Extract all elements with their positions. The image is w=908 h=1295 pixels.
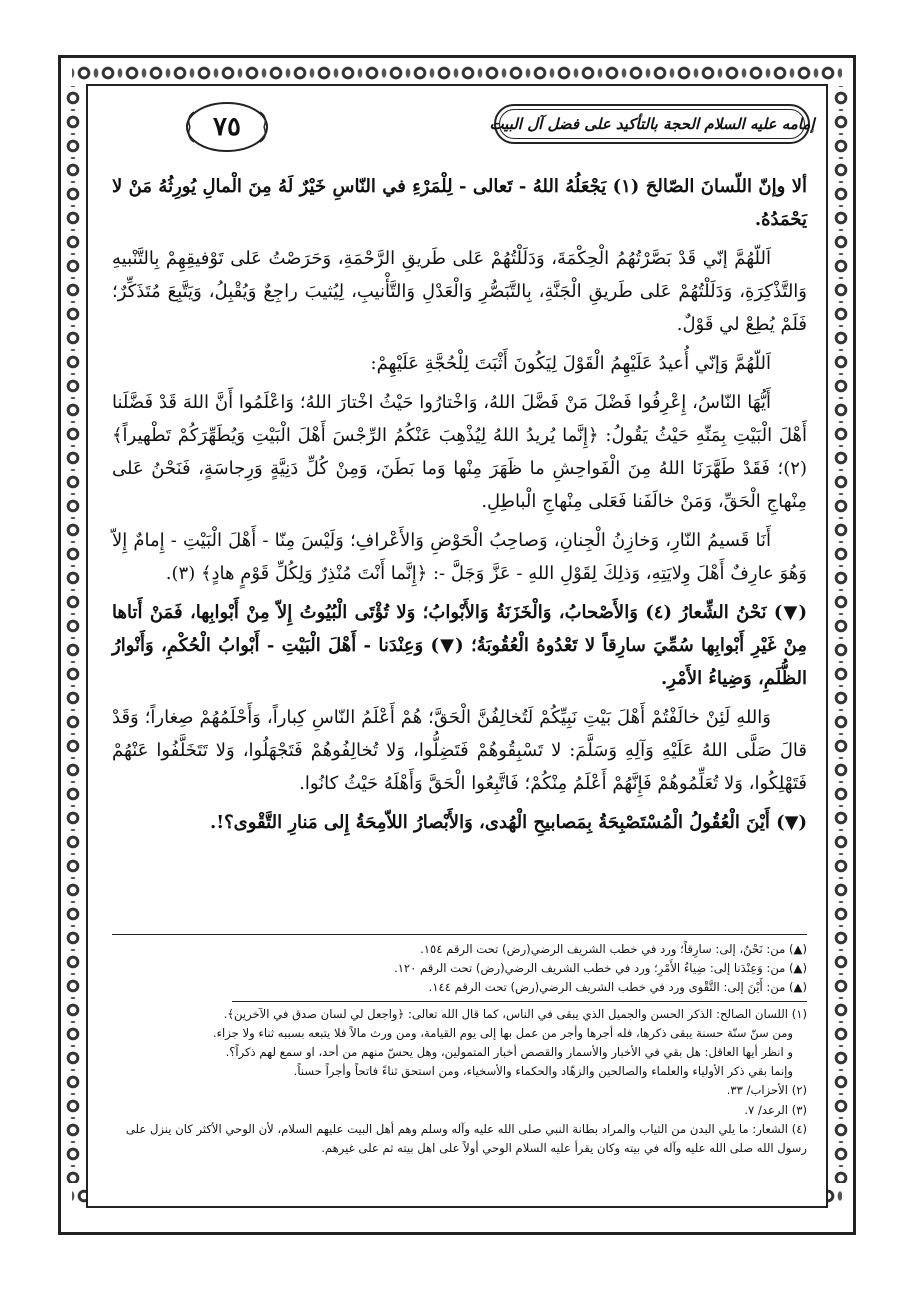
- footnotes: [112, 940, 807, 1158]
- ornamental-border-left: [60, 86, 86, 1183]
- chapter-title: إمامه عليه السلام الحجة بالتأكيد على فضل آل البيت: [489, 115, 815, 133]
- footnote-separator: [112, 934, 807, 935]
- ornamental-border-top: [72, 60, 842, 86]
- paragraph-3: اَللّهُمَّ وَإنّي أُعيدُ عَلَيْهِمُ الْقَوْلَ لِيَكُونَ أَثْبَتَ لِلْحُجَّةِ عَلَيْهِمْ:: [370, 353, 771, 374]
- paragraph-4: أَيُّهَا النّاسُ، إِعْرِفُوا فَضْلَ مَنْ فَضَّلَ اللهُ، وَاخْتارُوا حَيْثُ اخْتارَ اللهُ؛ وَاعْلَمُوا أَنَّ اللهَ قَدْ فَضَّلَنا أَهْلَ الْبَيْتِ بِمَنِّهِ حَيْثُ يَقُولُ: ﴿إِنَّما يُريدُ اللهُ لِيُذْهِبَ عَنْكُمُ الرِّجْسَ أَهْلَ الْبَيْتِ وَيُطَهِّرَكُمْ تَطْهيراً﴾ (٢)؛ فَقَدْ طَهَّرَنَا اللهُ مِنَ الْفَواحِشِ ما ظَهَرَ مِنْها وَما بَطَنَ، وَمِنْ كُلِّ دَنِيَّةٍ وَرِجاسَةٍ، فَنَحْنُ عَلى مِنْهاجِ الْحَقِّ، وَمَنْ خالَفَنا فَعَلى مِنْهاجِ الْباطِلِ.: [112, 392, 807, 512]
- ornamental-border-right: [828, 86, 854, 1183]
- paragraph-6: (▼) نَحْنُ الشِّعارُ (٤) وَالأَصْحابُ، وَالْخَزَنَةُ وَالأَبْوابُ؛ وَلا تُؤْتَى الْبُيُوتُ إِلاّ مِنْ أَبْوابِها، فَمَنْ أَتاها مِنْ غَيْرِ أَبْوابِها سُمِّيَ سارِقاً لا تَعْدُوهُ الْعُقُوبَةُ؛ (▼) وَعِنْدَنا - أَهْلَ الْبَيْتِ - أَبْوابُ الْحُكْمِ، وَأَنْوارُ الظُّلَمِ، وَضِياءُ الأَمْرِ.: [112, 602, 808, 689]
- chapter-title-box: [489, 104, 815, 144]
- page-number-badge: [184, 100, 270, 154]
- footnote-source-1: (▲) من: نَحْنُ، إلى: سارِقاً؛ ورد في خطب الشريف الرضي(رض) تحت الرقم ١٥٤.: [420, 942, 807, 956]
- footnote-4: (٤) الشعار: ما يلي البدن من الثياب والمراد بطانة النبي صلى الله عليه وآله وسلم وهم أهل البيت عليهم السلام، لأن الوحي الأكثر كان ينزل على رسول الله صلى الله عليه وآله في بيته وكان يقرأ عليه السلام الوحي أولاً على اهل بيته ثم على غيرهم.: [125, 1121, 807, 1156]
- footnote-2: (٢) الأحزاب/ ٣٣.: [726, 1083, 807, 1098]
- footnote-source-2: (▲) من: وَعِنْدَنا إلى: ضِياءُ الأَمْرِ؛ ورد في خطب الشريف الرضي(رض) تحت الرقم ١٢٠.: [394, 961, 807, 976]
- footnote-1-cont-c: وإنما بقي ذكر الأولياء والعلماء والصالحين والزهّاد والحكماء والأسخياء، ومن استحق ثناءً فاتحاً وأجراً حسناً.: [293, 1064, 793, 1079]
- main-text: [112, 170, 807, 845]
- page-number: ٧٥: [213, 112, 241, 142]
- paragraph-5: أَنَا قَسيمُ النّارِ، وَخازِنُ الْجِنانِ، وَصاحِبُ الْحَوْضِ وَالأَعْرافِ؛ وَلَيْسَ مِنّا - أَهْلَ الْبَيْتِ - إِمامٌ إِلاّ وَهُوَ عارِفٌ أَهْلَ وِلايَتِهِ، وَذلِكَ لِقَوْلِ اللهِ - عَزَّ وَجَلَّ -: ﴿إِنَّما أَنْتَ مُنْذِرٌ وَلِكُلِّ قَوْمٍ هادٍ﴾ (٣).: [112, 530, 807, 584]
- paragraph-2: اَللّهُمَّ إنّي قَدْ بَصَّرْتُهُمُ الْحِكْمَةَ، وَدَلَلْتُهُمْ عَلى طَريقِ الرَّحْمَةِ، وَحَرَصْتُ عَلى تَوْفيقِهِمْ بِالتَّنْبيهِ وَالتَّذْكِرَةِ، وَدَلَلْتُهُمْ عَلى طَريقِ الْجَنَّةِ، بِالتَّبَصُّرِ وَالْعَدْلِ وَالتَّأْنيبِ، لِيُثيبَ راجِعٌ وَيُقْبِلُ، وَيَتَّبِعَ مُتَذَكِّرٌ؛ فَلَمْ يُطِعْ لي قَوْلٌ.: [112, 248, 807, 335]
- paragraph-8: (▼) أَيْنَ الْعُقُولُ الْمُسْتَصْبِحَةُ بِمَصابيحِ الْهُدى، وَالأَبْصارُ اللاّمِحَةُ إِلى مَنارِ التَّقْوى؟!.: [209, 812, 807, 833]
- footnote-divider: [232, 1001, 807, 1002]
- footnote-1-cont-a: ومن سنّ سنّة حسنة يبقى ذكرها، فله أجرها وأجر من عمل بها إلى يوم القيامة، ومن ورث مالاً فلا يتبعه بسببه ثناء ولا جزاء.: [212, 1025, 793, 1040]
- paragraph-7: وَاللهِ لَئِنْ خالَفْتُمْ أَهْلَ بَيْتِ نَبِيِّكُمْ لَتُخالِفُنَّ الْحَقَّ؛ هُمْ أَعْلَمُ النّاسِ كِباراً، وَأَحْلَمُهُمْ صِغاراً؛ وَقَدْ قالَ صَلَّى اللهُ عَلَيْهِ وَآلِهِ وَسَلَّمَ: لا تَسْبِقُوهُمْ فَتَضِلُّوا، وَلا تُخالِفُوهُمْ فَتَجْهَلُوا، وَلا تَتَخَلَّفُوا عَنْهُمْ فَتَهْلِكُوا، وَلا تُعَلِّمُوهُمْ فَإِنَّهُمْ أَعْلَمُ مِنْكُمْ؛ فَاتَّبِعُوا الْحَقَّ وَأَهْلَهُ حَيْثُ كانُوا.: [112, 707, 807, 794]
- footnote-1: (١) اللسان الصالح: الذكر الحسن والجميل الذي يبقى في الناس، كما قال الله تعالى: ﴿واجعل لي لسان صدق في الآخرين﴾.: [223, 1006, 807, 1021]
- footnote-3: (٣) الرعد/ ٧.: [744, 1102, 807, 1117]
- page-header: [170, 100, 815, 160]
- footnote-1-cont-b: و انظر أيها العاقل: هل بقي في الأخبار والأسمار والقصص أخبار المتمولين، وهل يحسّ منهم من أحد، او سمع لهم ذكراً؟.: [225, 1045, 793, 1060]
- footnote-source-3: (▲) من: أَيْنَ إلى: التَّقْوى ورد في خطب الشريف الرضي(رض) تحت الرقم ١٤٤.: [428, 980, 807, 995]
- paragraph-1: ألا وإنّ اللّسانَ الصّالحَ (١) يَجْعَلُهُ اللهُ - تَعالى - لِلْمَرْءِ في النّاسِ خَيْرٌ لَهُ مِنَ الْمالِ يُورِثُهُ مَنْ لا يَحْمَدُهُ.: [112, 176, 807, 230]
